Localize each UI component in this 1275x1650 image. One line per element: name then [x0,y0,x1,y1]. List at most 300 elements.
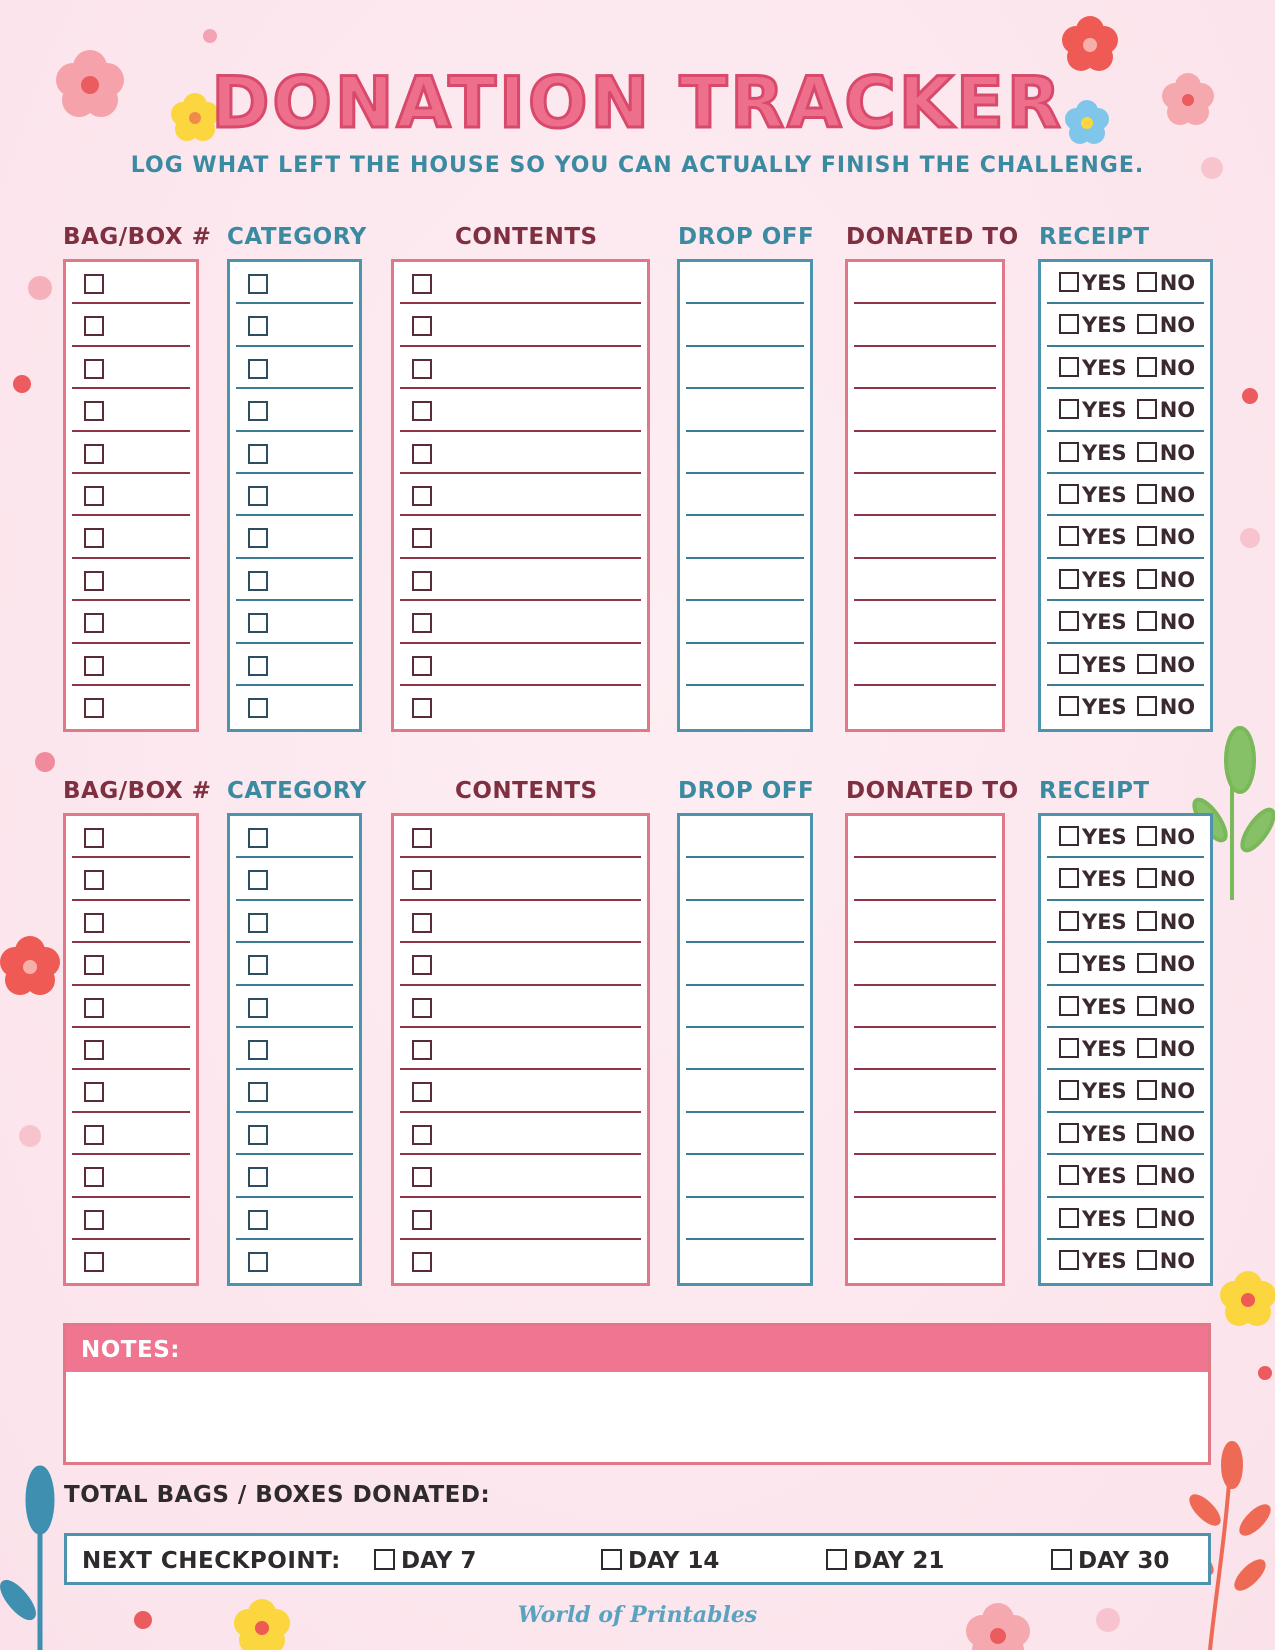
checkbox[interactable] [84,528,104,548]
table-row[interactable] [686,1113,804,1155]
checkbox[interactable] [1059,654,1079,674]
table-row[interactable] [686,1155,804,1197]
checkbox[interactable] [248,401,268,421]
checkbox[interactable] [1137,1250,1157,1270]
table-row [400,1113,641,1155]
no-label: NO [1159,952,1196,977]
table-row [236,1240,353,1282]
table-row [236,559,353,601]
yes-label: YES [1082,482,1127,507]
checkbox[interactable] [1059,357,1079,377]
checkbox[interactable] [1137,696,1157,716]
contents-column [391,259,650,732]
no-label: NO [1159,909,1196,934]
table-row[interactable] [686,1070,804,1112]
checkbox[interactable] [248,613,268,633]
checkbox[interactable] [84,1210,104,1230]
checkbox[interactable] [84,955,104,975]
table-row[interactable] [854,389,996,431]
checkbox[interactable] [1137,1038,1157,1058]
table-row[interactable] [854,347,996,389]
checkbox[interactable] [1137,484,1157,504]
checkbox[interactable] [412,316,432,336]
table-row[interactable] [686,901,804,943]
receipt-yes-no [1059,568,1195,592]
table-row [72,1070,190,1112]
yes-label: YES [1082,567,1127,592]
checkbox[interactable] [1137,1080,1157,1100]
header-contents: CONTENTS [455,224,598,250]
receipt-yes-no [1059,441,1195,465]
checkbox[interactable] [84,656,104,676]
checkbox[interactable] [84,698,104,718]
table-row[interactable] [854,943,996,985]
checkbox[interactable] [412,1125,432,1145]
checkbox[interactable] [1137,868,1157,888]
yes-label: YES [1082,652,1127,677]
table-row[interactable] [854,559,996,601]
table-row[interactable] [854,858,996,900]
table-row [236,686,353,728]
checkbox[interactable] [84,1252,104,1272]
table-row[interactable] [854,474,996,516]
table-row [72,1155,190,1197]
table-row[interactable] [686,986,804,1028]
checkbox[interactable] [248,955,268,975]
checkbox[interactable] [84,571,104,591]
checkbox[interactable] [412,486,432,506]
header-bag-box: BAG/BOX # [63,778,212,804]
table-row [72,1198,190,1240]
table-row [72,601,190,643]
checkbox[interactable] [1059,953,1079,973]
table-row[interactable] [686,262,804,304]
checkbox[interactable] [412,359,432,379]
table-row[interactable] [854,816,996,858]
table-row [72,304,190,346]
table-row[interactable] [854,686,996,728]
no-label: NO [1159,994,1196,1019]
table-row[interactable] [686,1028,804,1070]
yes-label: YES [1082,1079,1127,1104]
yes-label: YES [1082,1121,1127,1146]
checkbox[interactable] [84,274,104,294]
no-label: NO [1159,313,1196,338]
bag-box-column [63,813,199,1286]
checkbox[interactable] [84,316,104,336]
flower-icon [1220,1271,1275,1326]
table-row[interactable] [686,304,804,346]
checkbox[interactable] [412,401,432,421]
yes-label: YES [1082,1206,1127,1231]
checkbox[interactable] [1059,868,1079,888]
table-row [72,1113,190,1155]
table-row [72,816,190,858]
checkbox[interactable] [1137,611,1157,631]
table-row [72,347,190,389]
receipt-yes-no [1059,271,1195,295]
table-row [400,1028,641,1070]
table-row [1047,686,1204,728]
checkbox[interactable] [1059,314,1079,334]
checkbox[interactable] [1059,996,1079,1016]
checkbox[interactable] [412,1252,432,1272]
table-row [72,559,190,601]
table-row [236,1028,353,1070]
yes-label: YES [1082,1248,1127,1273]
no-label: NO [1159,1121,1196,1146]
checkbox[interactable] [248,828,268,848]
checkbox[interactable] [1137,1165,1157,1185]
table-row [1047,432,1204,474]
table-row[interactable] [854,1155,996,1197]
checkbox[interactable] [601,1549,622,1570]
table-row[interactable] [686,943,804,985]
table-row [72,686,190,728]
table-row [1047,901,1204,943]
table-row[interactable] [686,389,804,431]
checkbox[interactable] [1137,826,1157,846]
checkbox[interactable] [1137,357,1157,377]
receipt-yes-no [1059,483,1195,507]
checkbox[interactable] [1059,1038,1079,1058]
table-row[interactable] [854,601,996,643]
receipt-yes-no [1059,995,1195,1019]
checkbox[interactable] [412,698,432,718]
yes-label: YES [1082,1036,1127,1061]
table-row [72,644,190,686]
checkbox[interactable] [84,913,104,933]
checkbox[interactable] [412,870,432,890]
no-label: NO [1159,1079,1196,1104]
category-column [227,813,362,1286]
table-row [236,816,353,858]
table-row[interactable] [854,1028,996,1070]
table-row [236,1198,353,1240]
no-label: NO [1159,271,1196,295]
header-bag-box: BAG/BOX # [63,224,212,250]
checkbox[interactable] [84,1125,104,1145]
checkbox[interactable] [248,316,268,336]
yes-label: YES [1082,1164,1127,1189]
table-row [1047,1028,1204,1070]
receipt-yes-no [1059,525,1195,549]
receipt-yes-no [1059,867,1195,891]
contents-column [391,813,650,1286]
table-row [236,347,353,389]
checkbox[interactable] [84,998,104,1018]
table-row[interactable] [686,816,804,858]
checkbox[interactable] [412,998,432,1018]
table-row [72,943,190,985]
receipt-yes-no [1059,695,1195,719]
table-row [236,432,353,474]
checkbox[interactable] [1137,569,1157,589]
checkbox[interactable] [84,444,104,464]
checkbox[interactable] [1059,526,1079,546]
checkbox[interactable] [248,444,268,464]
donated-to-column [845,259,1005,732]
table-row [400,516,641,558]
receipt-yes-no [1059,1037,1195,1061]
table-row[interactable] [686,559,804,601]
table-row[interactable] [854,1113,996,1155]
table-row [236,901,353,943]
table-row[interactable] [686,516,804,558]
checkbox[interactable] [1137,442,1157,462]
receipt-yes-no [1059,952,1195,976]
table-row [72,262,190,304]
checkbox[interactable] [1059,442,1079,462]
yes-label: YES [1082,825,1127,849]
table-row [72,474,190,516]
checkbox[interactable] [248,1252,268,1272]
checkbox[interactable] [84,401,104,421]
checkbox[interactable] [412,913,432,933]
checkbox[interactable] [248,359,268,379]
checkbox[interactable] [248,1167,268,1187]
checkbox[interactable] [1059,1250,1079,1270]
yes-label: YES [1082,610,1127,635]
checkbox[interactable] [84,1040,104,1060]
table-row[interactable] [686,474,804,516]
table-row [1047,516,1204,558]
checkbox[interactable] [1137,911,1157,931]
checkbox[interactable] [84,486,104,506]
yes-label: YES [1082,867,1127,892]
table-row[interactable] [854,516,996,558]
checkbox[interactable] [412,444,432,464]
checkbox[interactable] [1137,654,1157,674]
table-row[interactable] [854,262,996,304]
receipt-yes-no [1059,1079,1195,1103]
checkbox[interactable] [412,1167,432,1187]
checkpoint-day-7[interactable]: DAY 7 [374,1548,476,1574]
table-row [236,1113,353,1155]
checkpoint-day-30[interactable]: DAY 30 [1051,1548,1169,1574]
checkbox[interactable] [248,870,268,890]
checkbox[interactable] [248,998,268,1018]
brand-logo: World of Printables [517,1602,758,1628]
table-row [236,986,353,1028]
table-row[interactable] [686,432,804,474]
checkbox[interactable] [248,1040,268,1060]
table-row[interactable] [854,1240,996,1282]
checkbox[interactable] [248,274,268,294]
table-row[interactable] [854,901,996,943]
checkbox[interactable] [1137,399,1157,419]
checkbox[interactable] [248,656,268,676]
header-drop-off: DROP OFF [678,778,815,804]
flower-icon [0,936,60,995]
checkbox[interactable] [248,1210,268,1230]
checkbox[interactable] [248,1125,268,1145]
yes-label: YES [1082,271,1127,295]
no-label: NO [1159,867,1196,892]
table-row[interactable] [854,986,996,1028]
checkbox[interactable] [84,613,104,633]
checkbox[interactable] [248,698,268,718]
checkbox[interactable] [412,656,432,676]
table-row [1047,816,1204,858]
next-checkpoint-label: NEXT CHECKPOINT: [82,1548,341,1574]
checkbox[interactable] [1059,1123,1079,1143]
table-row [236,601,353,643]
checkbox[interactable] [1059,484,1079,504]
checkbox[interactable] [1137,272,1157,292]
table-row [1047,389,1204,431]
table-row[interactable] [686,644,804,686]
checkbox[interactable] [412,274,432,294]
checkbox[interactable] [1137,1208,1157,1228]
table-row [1047,858,1204,900]
total-bags-label: TOTAL BAGS / BOXES DONATED: [64,1482,491,1508]
checkbox[interactable] [1137,953,1157,973]
checkbox[interactable] [1059,696,1079,716]
no-label: NO [1159,652,1196,677]
header-contents: CONTENTS [455,778,598,804]
checkbox[interactable] [1059,611,1079,631]
table-row[interactable] [686,686,804,728]
table-row[interactable] [854,432,996,474]
checkbox[interactable] [412,1210,432,1230]
table-row [1047,986,1204,1028]
table-row [236,474,353,516]
table-row [236,943,353,985]
table-row[interactable] [686,858,804,900]
checkbox[interactable] [412,1040,432,1060]
table-row [400,901,641,943]
checkbox[interactable] [1059,911,1079,931]
table-row [400,858,641,900]
checkbox[interactable] [248,528,268,548]
yes-label: YES [1082,909,1127,934]
table-row [1047,262,1204,304]
table-row[interactable] [854,1070,996,1112]
checkbox[interactable] [412,571,432,591]
table-row [400,986,641,1028]
yes-label: YES [1082,994,1127,1019]
table-row [400,474,641,516]
checkbox[interactable] [248,913,268,933]
no-label: NO [1159,482,1196,507]
category-column [227,259,362,732]
checkbox[interactable] [1051,1549,1072,1570]
receipt-yes-no [1059,610,1195,634]
drop-off-column [677,259,813,732]
checkbox[interactable] [84,1082,104,1102]
receipt-column [1038,813,1213,1286]
checkbox[interactable] [248,571,268,591]
checkpoint-day-21[interactable]: DAY 21 [826,1548,944,1574]
checkbox[interactable] [412,955,432,975]
checkbox[interactable] [1059,1208,1079,1228]
checkbox[interactable] [1059,272,1079,292]
header-category: CATEGORY [227,778,367,804]
table-row [236,389,353,431]
table-row [1047,1155,1204,1197]
checkbox[interactable] [1137,996,1157,1016]
no-label: NO [1159,1248,1196,1273]
page-title: DONATION TRACKER [211,62,1064,144]
checkbox[interactable] [84,359,104,379]
receipt-yes-no [1059,1164,1195,1188]
checkbox[interactable] [1059,399,1079,419]
checkbox[interactable] [248,486,268,506]
checkbox[interactable] [84,828,104,848]
table-row[interactable] [686,1240,804,1282]
receipt-yes-no [1059,398,1195,422]
table-row [236,516,353,558]
no-label: NO [1159,525,1196,550]
table-row [72,901,190,943]
table-row [400,432,641,474]
table-row [400,389,641,431]
table-row [400,1070,641,1112]
checkbox[interactable] [1137,526,1157,546]
checkbox[interactable] [1059,1080,1079,1100]
checkpoint-day-14[interactable]: DAY 14 [601,1548,719,1574]
yes-label: YES [1082,525,1127,550]
checkbox[interactable] [248,1082,268,1102]
page-subtitle: LOG WHAT LEFT THE HOUSE SO YOU CAN ACTUALLY FINISH THE CHALLENGE. [130,153,1145,178]
checkbox[interactable] [1059,569,1079,589]
checkbox[interactable] [84,1167,104,1187]
checkbox[interactable] [412,613,432,633]
yes-label: YES [1082,952,1127,977]
no-label: NO [1159,398,1196,423]
notes-box[interactable] [63,1323,1211,1465]
header-donated-to: DONATED TO [846,778,1019,804]
checkbox[interactable] [1059,826,1079,846]
checkbox[interactable] [412,528,432,548]
checkbox[interactable] [412,828,432,848]
checkbox[interactable] [412,1082,432,1102]
table-row[interactable] [854,304,996,346]
table-row[interactable] [686,601,804,643]
checkbox[interactable] [84,870,104,890]
table-row [1047,559,1204,601]
table-row [72,389,190,431]
table-row [1047,1070,1204,1112]
table-row [236,644,353,686]
header-receipt: RECEIPT [1039,224,1150,250]
checkbox[interactable] [374,1549,395,1570]
no-label: NO [1159,1036,1196,1061]
checkbox[interactable] [1059,1165,1079,1185]
table-row [72,516,190,558]
no-label: NO [1159,567,1196,592]
checkbox[interactable] [1137,1123,1157,1143]
table-row[interactable] [686,347,804,389]
table-row[interactable] [854,1198,996,1240]
yes-label: YES [1082,398,1127,423]
table-row [1047,1198,1204,1240]
checkbox[interactable] [826,1549,847,1570]
table-row [1047,601,1204,643]
donated-to-column [845,813,1005,1286]
checkbox[interactable] [1137,314,1157,334]
table-row [1047,943,1204,985]
receipt-yes-no [1059,825,1195,849]
yes-label: YES [1082,694,1127,719]
table-row[interactable] [854,644,996,686]
table-row [400,816,641,858]
table-row [236,858,353,900]
table-row [400,644,641,686]
no-label: NO [1159,825,1196,849]
table-row[interactable] [686,1198,804,1240]
